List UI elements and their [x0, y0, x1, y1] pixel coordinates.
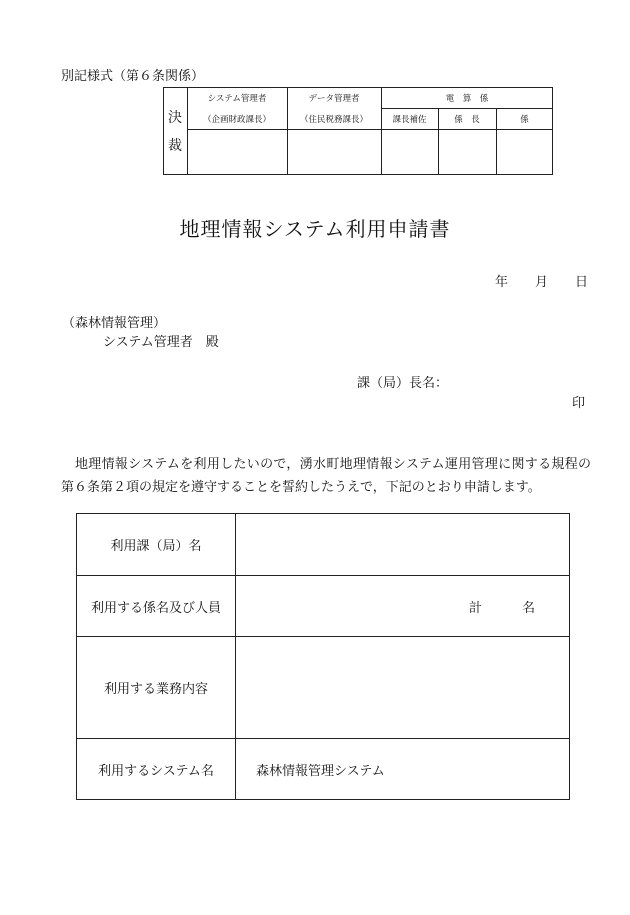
application-statement: 地理情報システムを利用したいので，湧水町地理情報システム運用管理に関する規程の第６条第２項の規定を遵守することを誓約したうえで，下記のとおり申請します。	[61, 457, 591, 495]
grid-line	[187, 129, 553, 130]
row-label-system: 利用するシステム名	[77, 739, 236, 800]
staff-field[interactable]	[236, 576, 570, 637]
deputy-chief-label: 課長補佐	[392, 114, 427, 125]
application-table	[76, 513, 570, 800]
grid-line	[163, 174, 553, 175]
seal-mark: 印	[572, 396, 586, 411]
count-label: 計	[468, 600, 482, 616]
data-admin-label: データ管理者	[308, 93, 360, 104]
row-label-department: 利用課（局）名	[77, 514, 236, 576]
grid-line	[163, 87, 164, 175]
data-admin-title: （住民税務課長）	[299, 114, 368, 125]
section-chief-label: 係 長	[454, 114, 480, 125]
computing-section-label: 電 算 係	[445, 93, 489, 104]
table-row	[77, 576, 570, 637]
date-month: 月	[535, 275, 549, 290]
approval-grid	[163, 87, 553, 175]
date-year: 年	[495, 275, 509, 290]
system-name-field[interactable]: 森林情報管理システム	[236, 739, 570, 800]
applicant-label: 課（局）長名：	[357, 376, 449, 391]
system-admin-label: システム管理者	[207, 93, 267, 104]
department-field[interactable]	[236, 514, 570, 576]
table-row	[77, 739, 570, 800]
unit-label: 名	[521, 600, 535, 616]
kessai-char-2: 裁	[168, 138, 182, 154]
kessai-char-1: 決	[168, 110, 182, 126]
addressee-department: （森林情報管理）	[62, 316, 167, 331]
addressee-name: システム管理者 殿	[103, 335, 219, 350]
table-row	[77, 514, 570, 576]
document-title: 地理情報システム利用申請書	[179, 217, 451, 241]
business-field[interactable]	[236, 637, 570, 739]
row-label-business: 利用する業務内容	[77, 637, 236, 739]
system-admin-title: （企画財政課長）	[202, 114, 271, 125]
table-row	[77, 637, 570, 739]
date-day: 日	[575, 275, 589, 290]
row-label-staff: 利用する係名及び人員	[77, 576, 236, 637]
staff-label: 係	[520, 114, 529, 125]
form-number-label: 別記様式（第６条関係）	[61, 69, 205, 84]
